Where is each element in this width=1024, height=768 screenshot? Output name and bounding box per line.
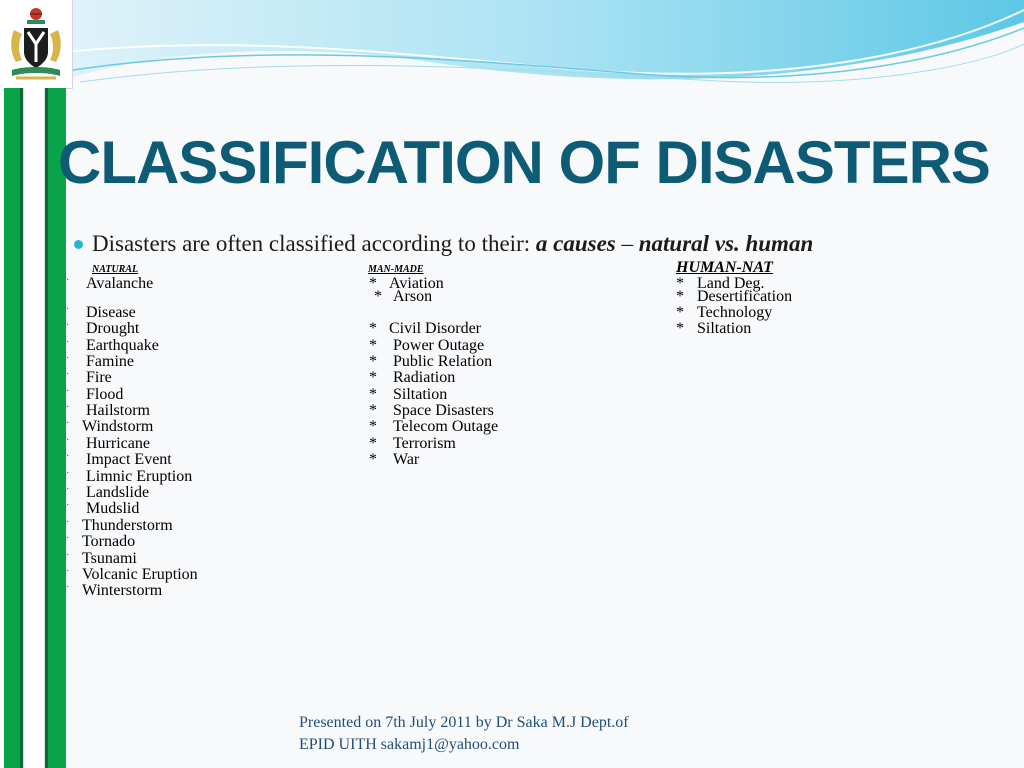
natural-item: Limnic Eruption: [86, 468, 193, 485]
natural-bullet-mark: ·: [66, 582, 70, 593]
manmade-bullet-mark: *: [369, 337, 377, 354]
natural-item: Fire: [86, 369, 112, 386]
human-nat-heading: HUMAN-NAT: [676, 259, 773, 276]
natural-bullet-mark: ·: [66, 402, 70, 413]
natural-item: Mudslid: [86, 500, 140, 517]
natural-item: Winterstorm: [82, 582, 163, 599]
human-nat-item: Siltation: [697, 320, 752, 337]
natural-bullet-mark: ·: [66, 435, 70, 446]
natural-bullet-mark: ·: [66, 517, 70, 528]
intro-text: Disasters are often classified according to their:: [92, 231, 531, 256]
manmade-bullet-mark: *: [369, 275, 377, 292]
manmade-bullet-mark: *: [369, 418, 377, 435]
natural-item: Windstorm: [82, 418, 154, 435]
natural-item: Avalanche: [86, 275, 154, 292]
natural-bullet-mark: ·: [66, 500, 70, 511]
natural-bullet-mark: ·: [66, 320, 70, 331]
human-nat-bullet-mark: *: [676, 320, 684, 337]
natural-item: Tornado: [82, 533, 136, 550]
bullet-icon: [74, 240, 83, 249]
manmade-bullet-mark: *: [369, 451, 377, 468]
natural-item: Landslide: [86, 484, 150, 501]
natural-bullet-mark: ·: [66, 566, 70, 577]
manmade-item: Public Relation: [393, 353, 493, 370]
coat-of-arms-icon: [0, 0, 72, 88]
human-nat-bullet-mark: *: [676, 275, 684, 292]
human-nat-item: Technology: [697, 304, 773, 321]
manmade-item: Telecom Outage: [393, 418, 499, 435]
natural-item: Flood: [86, 386, 124, 403]
intro-emphasis-natural-human: natural vs. human: [638, 231, 814, 256]
intro-line: [92, 231, 813, 257]
manmade-item: Radiation: [393, 369, 456, 386]
human-nat-bullet-mark: *: [676, 288, 684, 305]
natural-item: Hurricane: [86, 435, 150, 452]
footer-credit: [299, 712, 629, 756]
natural-bullet-mark: ·: [66, 337, 70, 348]
human-nat-item: Desertification: [697, 288, 793, 305]
natural-bullet-mark: ·: [66, 353, 70, 364]
manmade-bullet-mark: *: [369, 402, 377, 419]
natural-item: Famine: [86, 353, 134, 370]
natural-bullet-mark: ·: [66, 550, 70, 561]
manmade-item: Civil Disorder: [389, 320, 481, 337]
manmade-item: Power Outage: [393, 337, 485, 354]
human-nat-bullet-mark: *: [676, 304, 684, 321]
intro-dash: –: [621, 231, 633, 256]
manmade-bullet-mark: *: [369, 435, 377, 452]
slide-title: CLASSIFICATION OF DISASTERS: [58, 129, 990, 196]
natural-bullet-mark: ·: [66, 484, 70, 495]
natural-bullet-mark: ·: [66, 418, 70, 429]
manmade-item: Siltation: [393, 386, 448, 403]
manmade-bullet-mark: *: [369, 353, 377, 370]
manmade-bullet-mark: *: [369, 369, 377, 386]
manmade-item: Terrorism: [393, 435, 456, 452]
natural-bullet-mark: ·: [66, 468, 70, 479]
manmade-bullet-mark: *: [369, 386, 377, 403]
footer-line-1: Presented on 7th July 2011 by Dr Saka M.J Dept.of: [299, 714, 629, 731]
natural-item: Earthquake: [86, 337, 159, 354]
manmade-item: Space Disasters: [393, 402, 494, 419]
manmade-bullet-mark: *: [369, 320, 377, 337]
natural-bullet-mark: ·: [66, 304, 70, 315]
natural-heading: NATURAL: [92, 264, 139, 275]
natural-bullet-mark: ·: [66, 451, 70, 462]
natural-item: Tsunami: [82, 550, 137, 567]
natural-bullet-mark: ·: [66, 275, 70, 286]
natural-item: Thunderstorm: [82, 517, 173, 534]
natural-item: Disease: [86, 304, 136, 321]
manmade-item: War: [393, 451, 420, 468]
natural-bullet-mark: ·: [66, 533, 70, 544]
header-wave-decoration: [0, 0, 1024, 100]
footer-line-2: EPID UITH sakamj1@yahoo.com: [299, 736, 520, 753]
human-nat-item: Land Deg.: [697, 275, 765, 292]
manmade-heading: MAN-MADE: [368, 264, 424, 275]
natural-item: Hailstorm: [86, 402, 150, 419]
manmade-item: Aviation: [389, 275, 444, 292]
natural-bullet-mark: ·: [66, 386, 70, 397]
coat-of-arms-logo: [0, 0, 73, 89]
natural-item: Impact Event: [86, 451, 172, 468]
natural-item: Drought: [86, 320, 140, 337]
natural-item: Volcanic Eruption: [82, 566, 198, 583]
manmade-item: Arson: [393, 288, 433, 305]
natural-bullet-mark: ·: [66, 369, 70, 380]
manmade-bullet-mark: *: [374, 288, 382, 305]
intro-emphasis-causes: a causes: [535, 231, 616, 256]
